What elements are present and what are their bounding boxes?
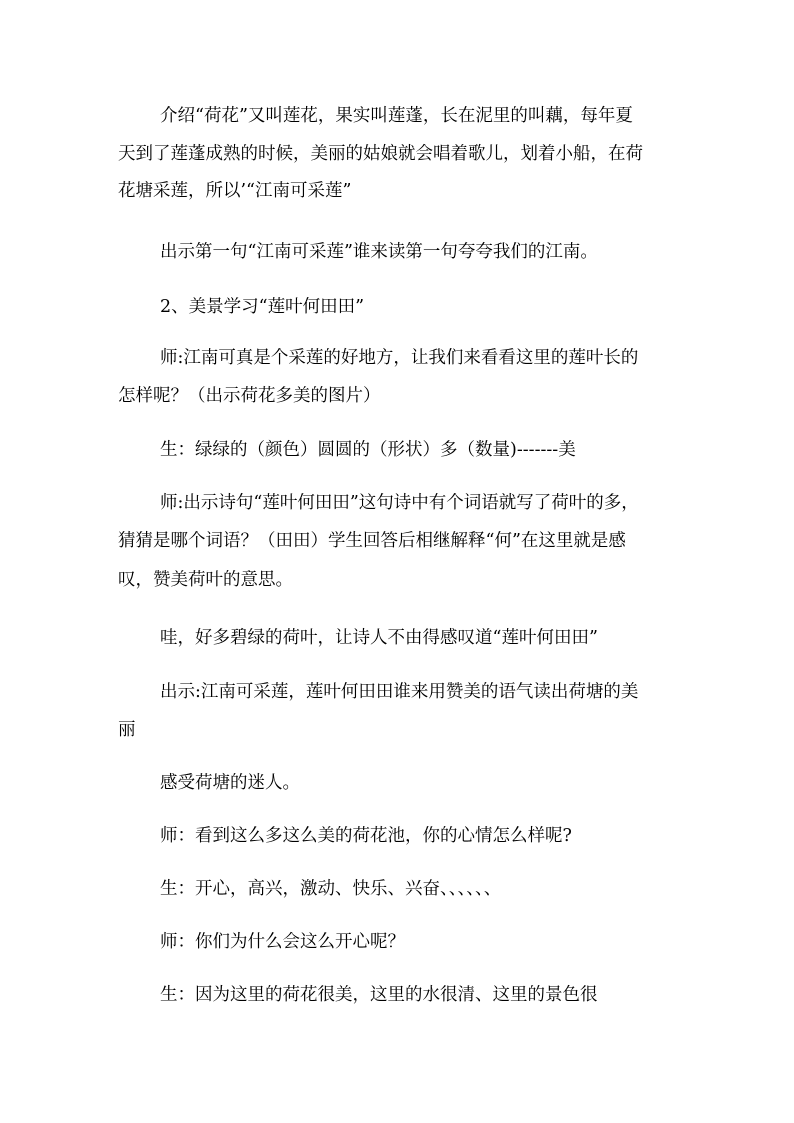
paragraph-teacher-1-line-1: 师:江南可真是个采莲的好地方，让我们来看看这里的莲叶长的 — [160, 348, 639, 368]
paragraph-teacher-3: 师：看到这么多这么美的荷花池，你的心情怎么样呢? — [160, 826, 572, 846]
paragraph-student-2: 生：开心，高兴，激动、快乐、兴奋、、、、、、 — [160, 879, 502, 899]
paragraph-intro-line-1: 介绍“荷花”又叫莲花，果实叫莲蓬，长在泥里的叫藕，每年夏 — [160, 106, 633, 126]
paragraph-teacher-2-line-2: 猜猜是哪个词语？（田田）学生回答后相继解释“何”在这里就是感 — [118, 531, 626, 551]
paragraph-feel-pond: 感受荷塘的迷人。 — [160, 773, 300, 793]
paragraph-show-poem-line-2: 丽 — [118, 720, 136, 740]
paragraph-show-poem-line-1: 出示:江南可采莲，莲叶何田田谁来用赞美的语气读出荷塘的美 — [160, 682, 639, 702]
paragraph-teacher-1-line-2: 怎样呢？（出示荷花多美的图片） — [118, 386, 381, 406]
paragraph-teacher-2-line-1: 师:出示诗句“莲叶何田田”这句诗中有个词语就写了荷叶的多， — [160, 493, 639, 513]
paragraph-teacher-4: 师：你们为什么会这么开心呢？ — [160, 932, 405, 952]
paragraph-student-3: 生：因为这里的荷花很美，这里的水很清、这里的景色很 — [160, 985, 598, 1005]
paragraph-intro-line-3: 花塘采莲，所以’“江南可采莲” — [118, 181, 352, 201]
paragraph-teacher-2-line-3: 叹，赞美荷叶的意思。 — [118, 570, 293, 590]
paragraph-section-2-heading: 2、美景学习“莲叶何田田” — [160, 297, 365, 317]
paragraph-wow: 哇，好多碧绿的荷叶，让诗人不由得感叹道“莲叶何田田” — [160, 628, 598, 648]
paragraph-show-first-line: 出示第一句“江南可采莲”谁来读第一句夸夸我们的江南。 — [160, 242, 598, 262]
paragraph-intro-line-2: 天到了莲蓬成熟的时候，美丽的姑娘就会唱着歌儿，划着小船，在荷 — [118, 144, 643, 164]
paragraph-student-1: 生：绿绿的（颜色）圆圆的（形状）多（数量)-------美 — [160, 440, 576, 460]
